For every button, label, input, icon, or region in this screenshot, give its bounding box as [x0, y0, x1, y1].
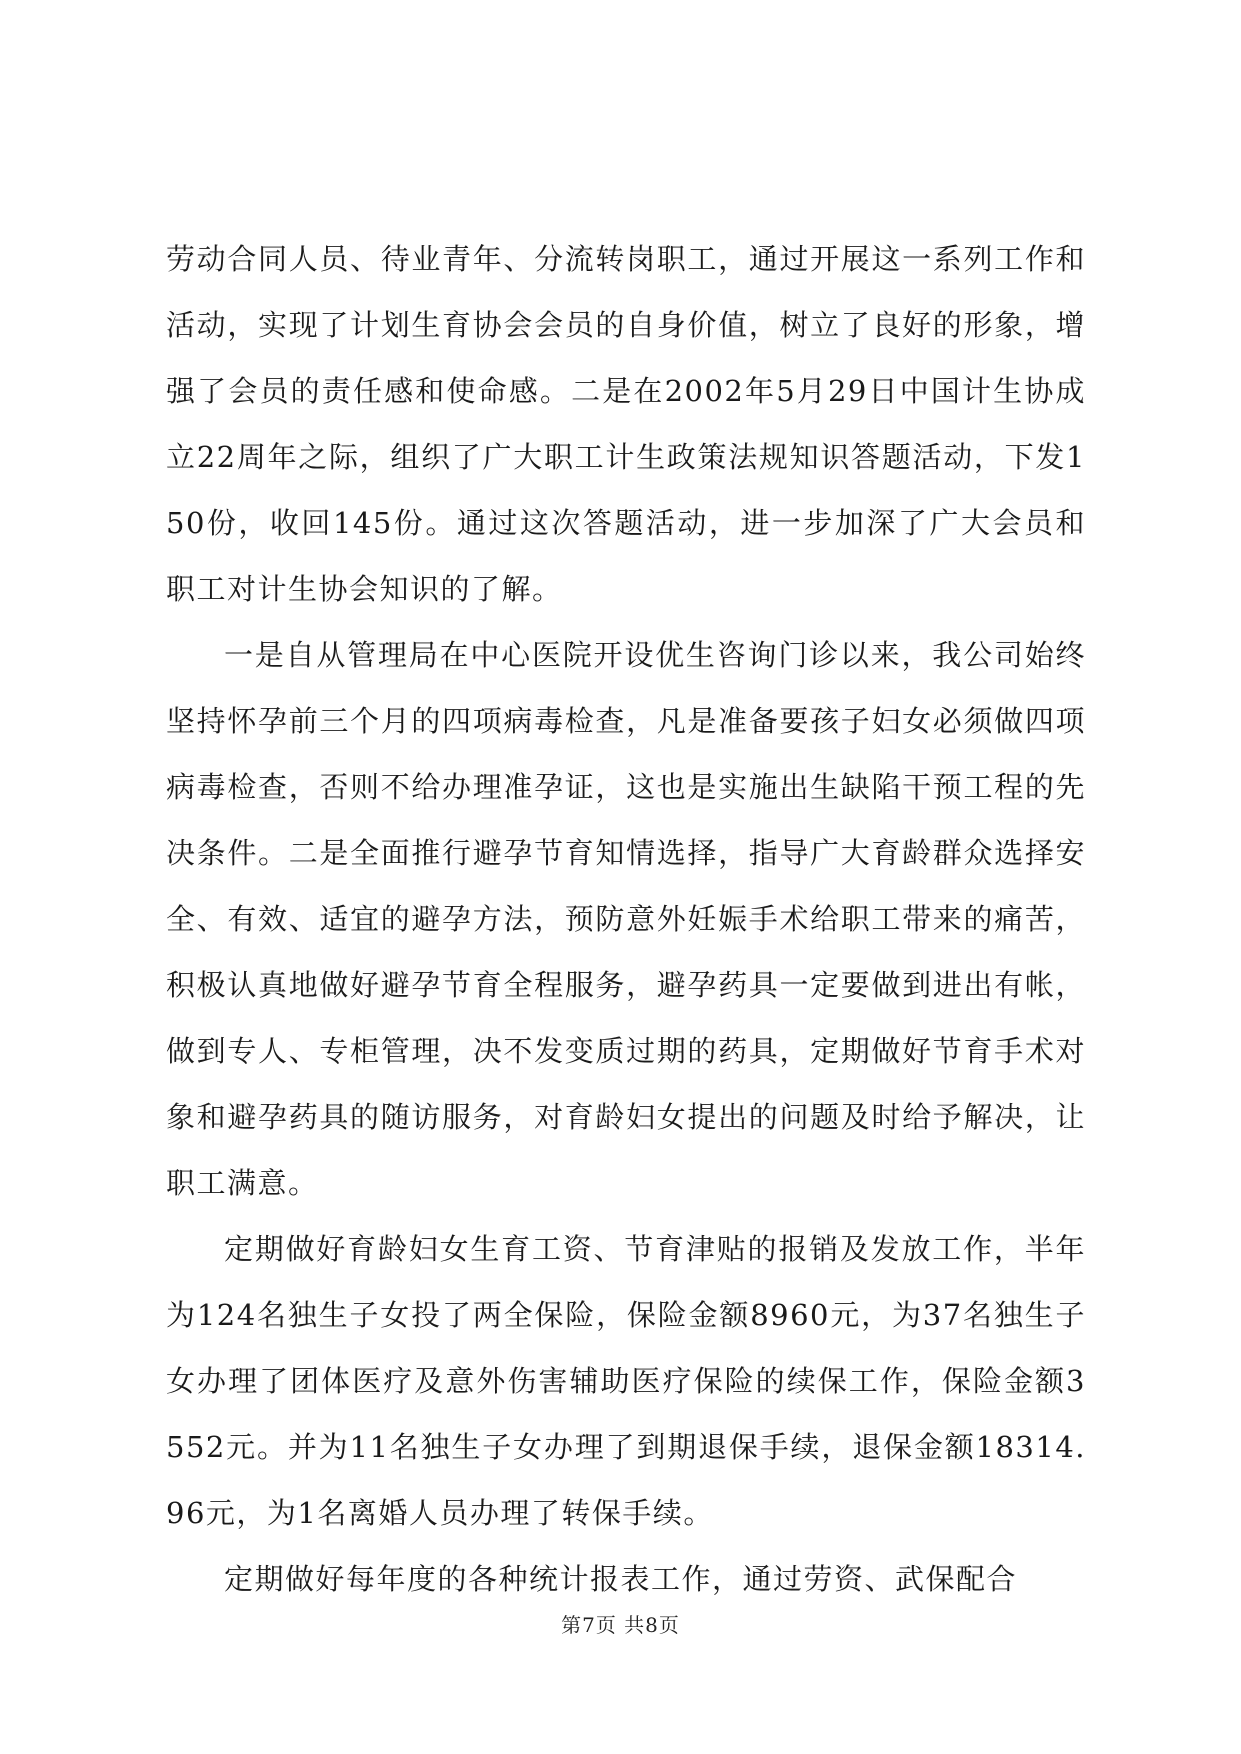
paragraph-insurance: 定期做好育龄妇女生育工资、节育津贴的报销及发放工作，半年为124名独生子女投了两全保险，保险金额8960元，为37名独生子女办理了团体医疗及意外伤害辅助医疗保险的续保工作，保险金额3552元。并为11名独生子女办理了到期退保手续，退保金额18314.96元，为1名离婚人员办理了转保手续。 [166, 1232, 1086, 1530]
page-number-footer: 第7页 共8页 [561, 1613, 680, 1637]
paragraph-statistics: 定期做好每年度的各种统计报表工作，通过劳资、武保配合 [224, 1562, 1018, 1596]
paragraph-prenatal-checks: 一是自从管理局在中心医院开设优生咨询门诊以来，我公司始终坚持怀孕前三个月的四项病毒检查，凡是准备要孩子妇女必须做四项病毒检查，否则不给办理准孕证，这也是实施出生缺陷干预工程的先决条件。二是全面推行避孕节育知情选择，指导广大育龄群众选择安全、有效、适宜的避孕方法，预防意外妊娠手术给职工带来的痛苦，积极认真地做好避孕节育全程服务，避孕药具一定要做到进出有帐，做到专人、专柜管理，决不发变质过期的药具，定期做好节育手术对象和避孕药具的随访服务，对育龄妇女提出的问题及时给予解决，让职工满意。 [166, 638, 1086, 1200]
paragraph-continued: 劳动合同人员、待业青年、分流转岗职工，通过开展这一系列工作和活动，实现了计划生育协会会员的自身价值，树立了良好的形象，增强了会员的责任感和使命感。二是在2002年5月29日中国计生协成立22周年之际，组织了广大职工计生政策法规知识答题活动，下发150份，收回145份。通过这次答题活动，进一步加深了广大会员和职工对计生协会知识的了解。 [166, 242, 1086, 606]
document-body [166, 226, 1086, 1612]
